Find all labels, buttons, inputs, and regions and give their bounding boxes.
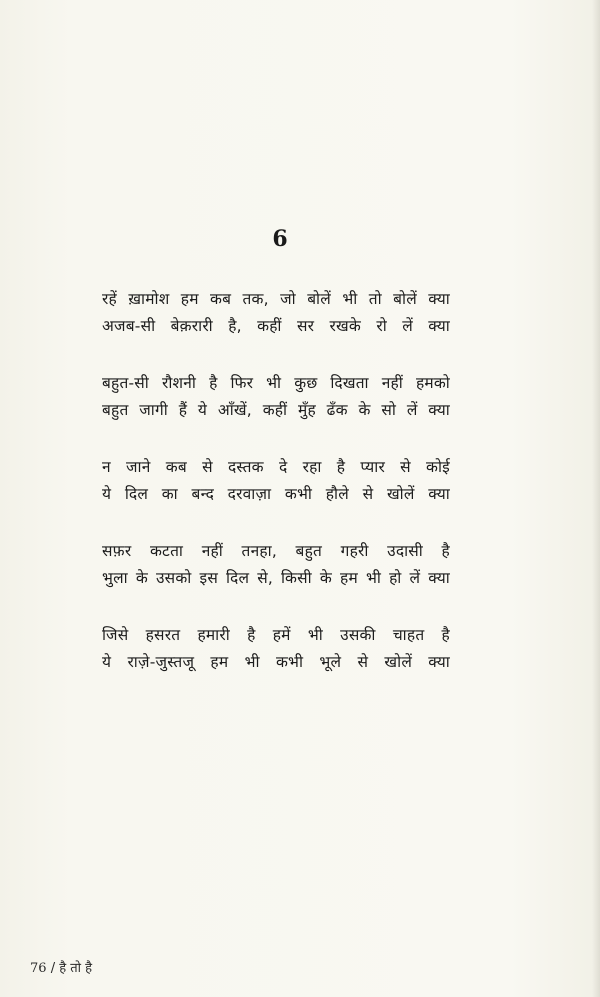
poem-line: न जाने कब से दस्तक दे रहा है प्यार से कोई (102, 458, 450, 476)
poem-line: रहें ख़ामोश हम कब तक, जो बोलें भी तो बोलें क्या (102, 290, 450, 308)
stanza-1 (102, 286, 450, 340)
page-number: 76 (30, 961, 47, 976)
page-edge-shadow (592, 0, 600, 997)
footer-separator: / (50, 961, 56, 976)
poem-line: भुला के उसको इस दिल से, किसी के हम भी हो लें क्या (102, 569, 450, 587)
page-footer (30, 958, 92, 976)
stanza-3 (102, 454, 450, 508)
book-title: है तो है (59, 961, 93, 976)
stanza-4 (102, 538, 450, 592)
poem-line: ये राज़े-जुस्तजू हम भी कभी भूले से खोलें क्या (102, 653, 450, 671)
poem-body (102, 286, 450, 706)
poem-line: ये दिल का बन्द दरवाज़ा कभी हौले से खोलें क्या (102, 485, 450, 503)
stanza-2 (102, 370, 450, 424)
poem-number: 6 (272, 226, 288, 252)
poem-line: बहुत-सी रौशनी है फिर भी कुछ दिखता नहीं हमको (102, 374, 450, 392)
poem-line: अजब-सी बेक़रारी है, कहीं सर रखके रो लें क्या (102, 317, 450, 335)
stanza-5 (102, 622, 450, 676)
poem-line: सफ़र कटता नहीं तनहा, बहुत गहरी उदासी है (102, 542, 450, 560)
poem-line: जिसे हसरत हमारी है हमें भी उसकी चाहत है (102, 626, 450, 644)
poem-line: बहुत जागी हैं ये आँखें, कहीं मुँह ढँक के सो लें क्या (102, 401, 450, 419)
